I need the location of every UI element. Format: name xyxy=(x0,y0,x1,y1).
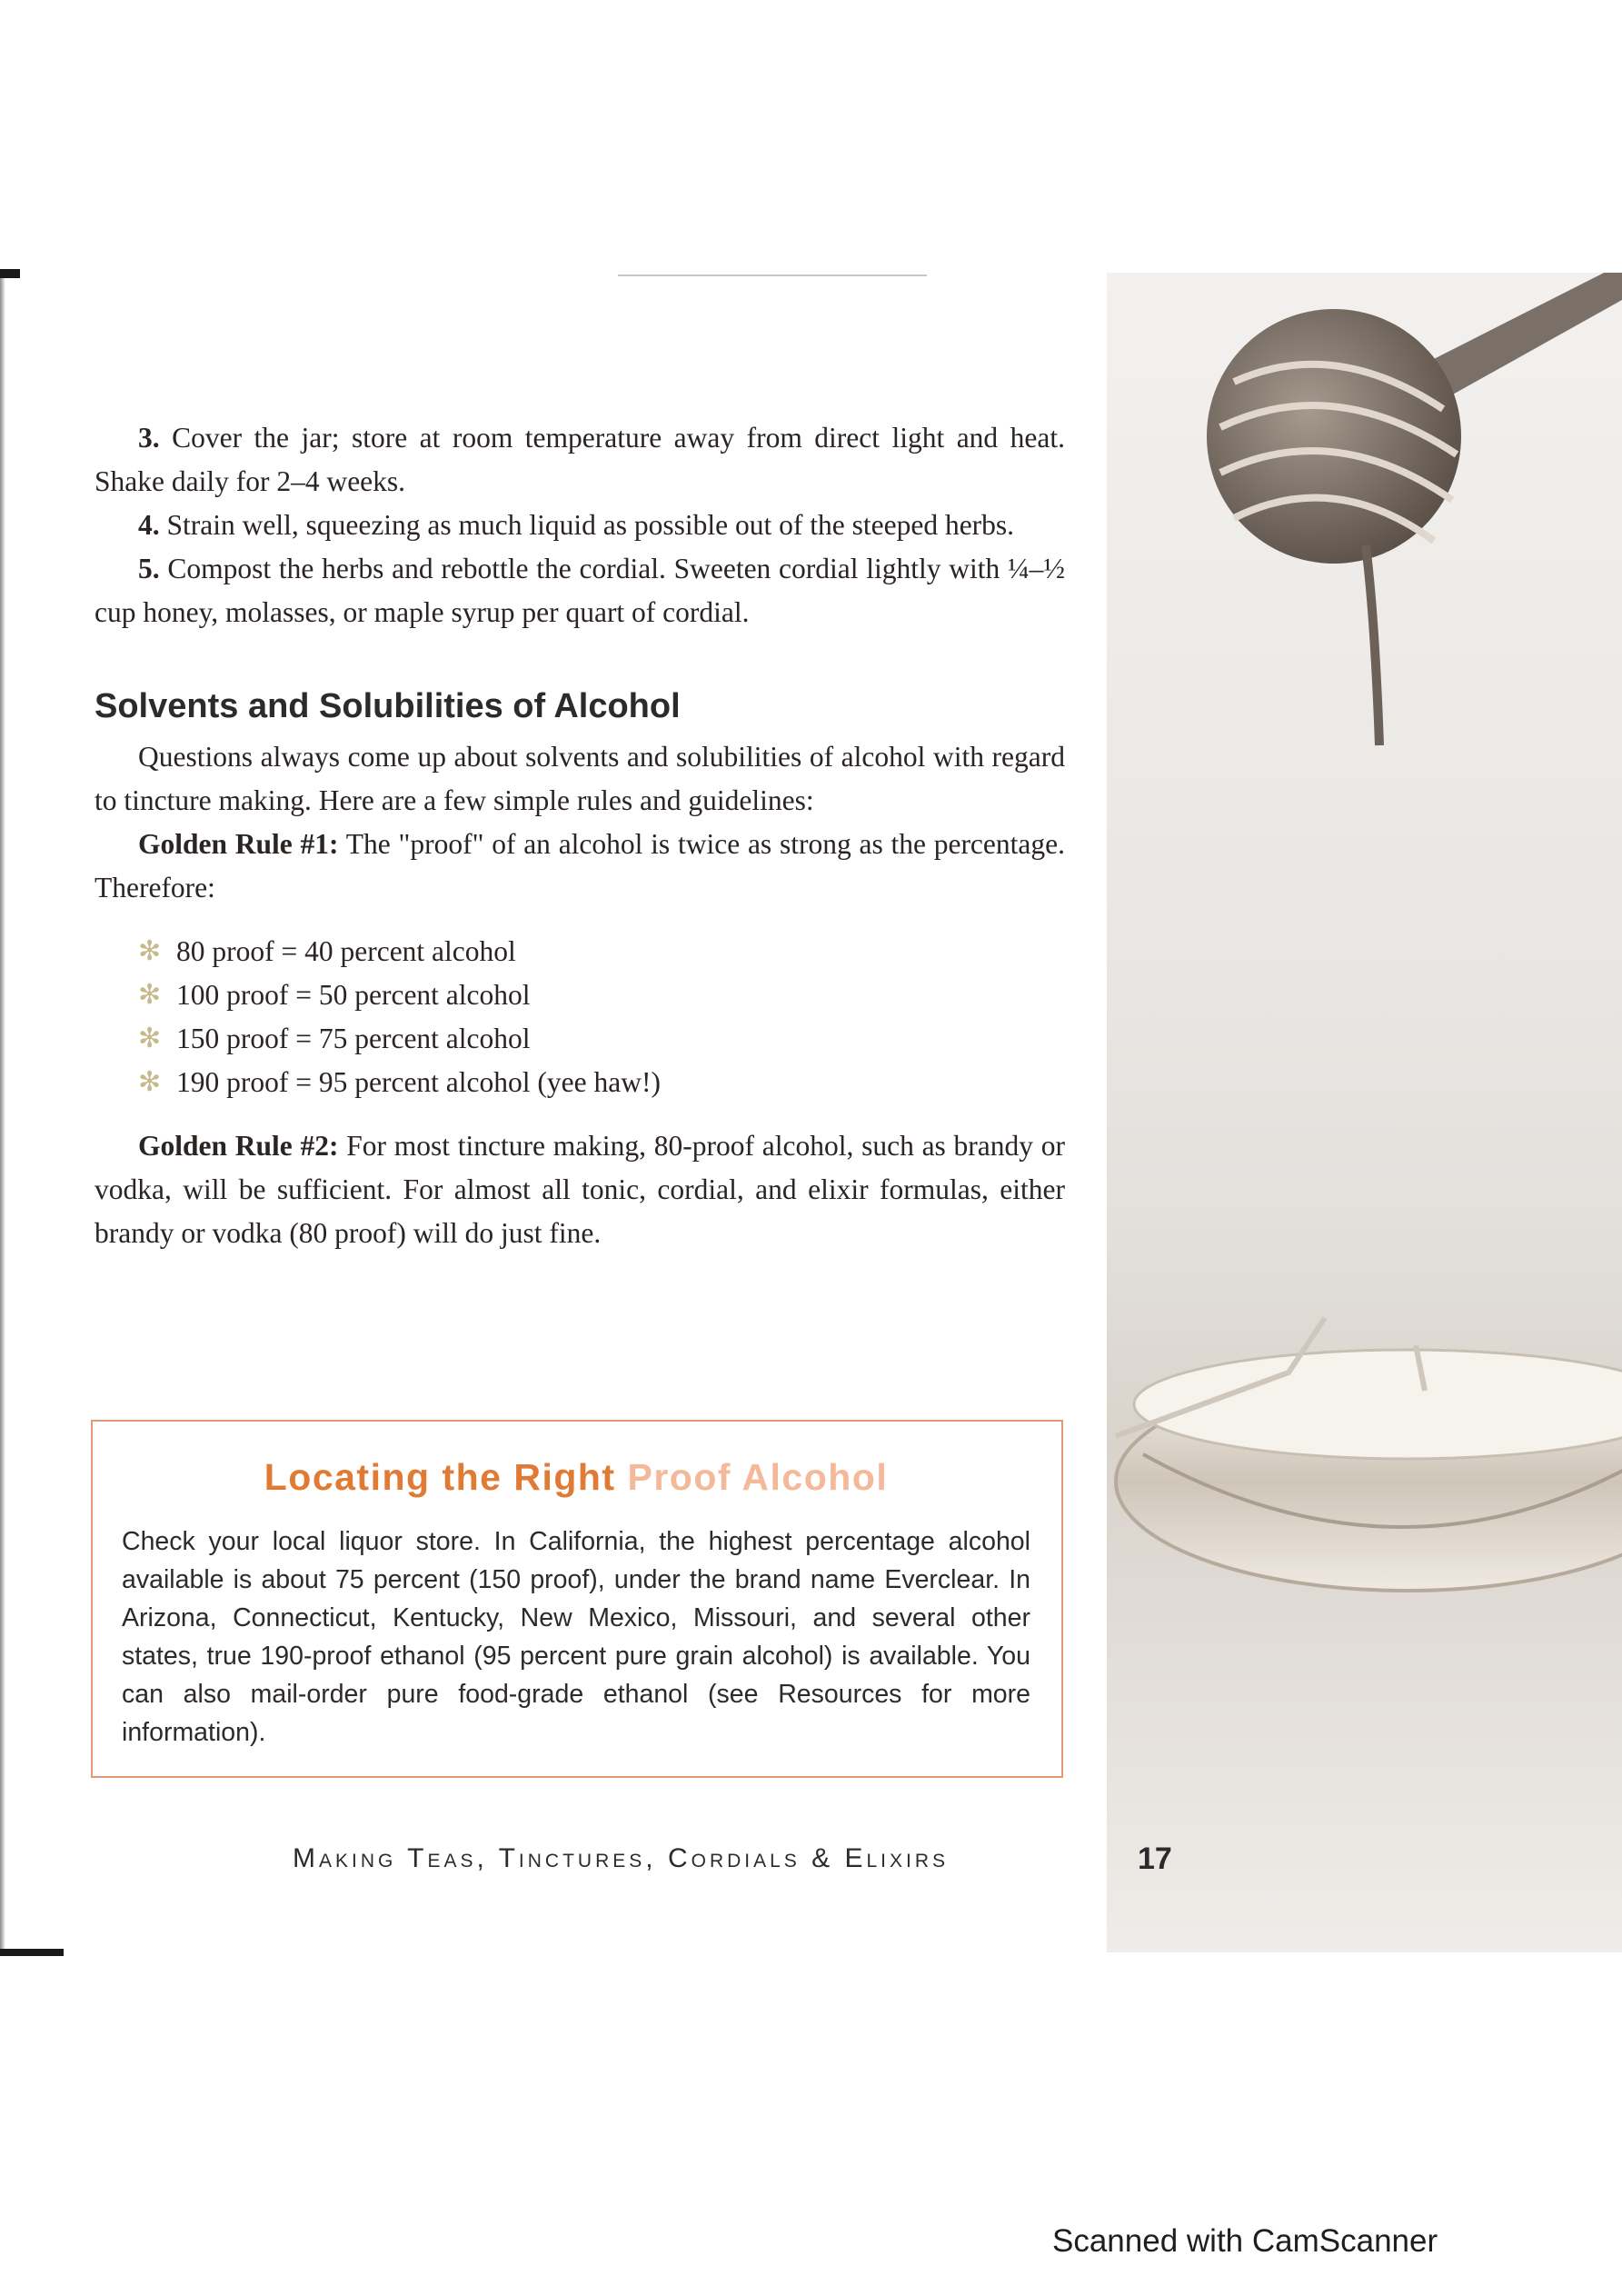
percent-value: 40 percent alcohol xyxy=(304,935,516,967)
equals-sign: = xyxy=(274,935,305,967)
proof-value: 100 proof xyxy=(176,979,289,1011)
honey-dipper xyxy=(1207,273,1622,745)
page-binding-shadow xyxy=(0,278,5,1949)
step-text: Compost the herbs and rebottle the cordial. Sweeten cordial lightly with ¼–½ cup honey, molasses, or maple syrup per quart of cordial. xyxy=(95,553,1065,628)
golden-rule-2 xyxy=(95,1124,1065,1255)
percent-value: 75 percent alcohol xyxy=(318,1023,531,1054)
scanner-watermark: Scanned with CamScanner xyxy=(1052,2223,1438,2259)
section-heading: Solvents and Solubilities of Alcohol xyxy=(95,687,681,725)
steps-list xyxy=(95,416,1065,634)
asterisk-bullet-icon: ✻ xyxy=(138,1067,162,1097)
main-text-column xyxy=(95,416,1065,1255)
sidebar-box xyxy=(91,1420,1063,1778)
rule-label: Golden Rule #1: xyxy=(138,828,339,860)
honey-photo xyxy=(1107,273,1622,1952)
glass-bowl xyxy=(1116,1318,1622,1591)
equals-sign: = xyxy=(288,1066,319,1098)
percent-value: 95 percent alcohol (yee haw!) xyxy=(318,1066,661,1098)
list-item xyxy=(138,1061,1065,1104)
page-edge-bottom xyxy=(0,1949,64,1956)
asterisk-bullet-icon: ✻ xyxy=(138,1023,162,1053)
percent-value: 50 percent alcohol xyxy=(318,979,531,1011)
proof-value: 150 proof xyxy=(176,1023,289,1054)
sidebar-title-part2: Proof Alcohol xyxy=(627,1456,889,1498)
step-5 xyxy=(95,547,1065,634)
step-number: 5. xyxy=(138,553,160,584)
step-number: 3. xyxy=(138,422,160,454)
rule-text: For most tincture making, 80-proof alcohol, such as brandy or vodka, will be sufficient. For almost all tonic, cordial, and elixir formulas, either brandy or vodka (80 proof) will do just fine. xyxy=(95,1130,1066,1249)
asterisk-bullet-icon: ✻ xyxy=(138,980,162,1010)
step-text: Strain well, squeezing as much liquid as possible out of the steeped herbs. xyxy=(166,509,1015,541)
equals-sign: = xyxy=(288,979,319,1011)
proof-conversion-list xyxy=(138,930,1065,1104)
top-rule xyxy=(618,275,927,276)
list-item xyxy=(138,930,1065,973)
list-item xyxy=(138,1017,1065,1061)
step-text: Cover the jar; store at room temperature away from direct light and heat. Shake daily for 2–4 weeks. xyxy=(95,422,1065,497)
sidebar-body: Check your local liquor store. In California, the highest percentage alcohol available is about 75 percent (150 proof), under the brand name Everclear. In Arizona, Connecticut, Kentucky, New Mexico, Missouri, and several other states, true 190-proof ethanol (95 percent pure grain alcohol) is available. You can also mail-order pure food-grade ethanol (see Resources for more information). xyxy=(122,1527,1030,1747)
rule-label: Golden Rule #2: xyxy=(138,1130,339,1162)
page-number: 17 xyxy=(1138,1842,1172,1876)
golden-rule-1 xyxy=(95,823,1065,910)
proof-value: 80 proof xyxy=(176,935,274,967)
rule-text: The "proof" of an alcohol is twice as strong as the percentage. Therefore: xyxy=(95,828,1065,903)
proof-value: 190 proof xyxy=(176,1066,289,1098)
step-number: 4. xyxy=(138,509,160,541)
sidebar-title-part1: Locating the Right xyxy=(264,1456,616,1498)
step-4 xyxy=(95,504,1065,547)
running-footer: Making Teas, Tinctures, Cordials & Elixirs xyxy=(293,1843,950,1873)
step-3 xyxy=(95,416,1065,504)
equals-sign: = xyxy=(288,1023,319,1054)
section-intro: Questions always come up about solvents and solubilities of alcohol with regard to tincture making. Here are a few simple rules and guidelines: xyxy=(95,741,1065,816)
list-item xyxy=(138,973,1065,1017)
asterisk-bullet-icon: ✻ xyxy=(138,936,162,966)
page-edge-top xyxy=(0,269,20,278)
sidebar-title xyxy=(122,1456,1030,1499)
photo-strip xyxy=(1107,273,1622,1952)
